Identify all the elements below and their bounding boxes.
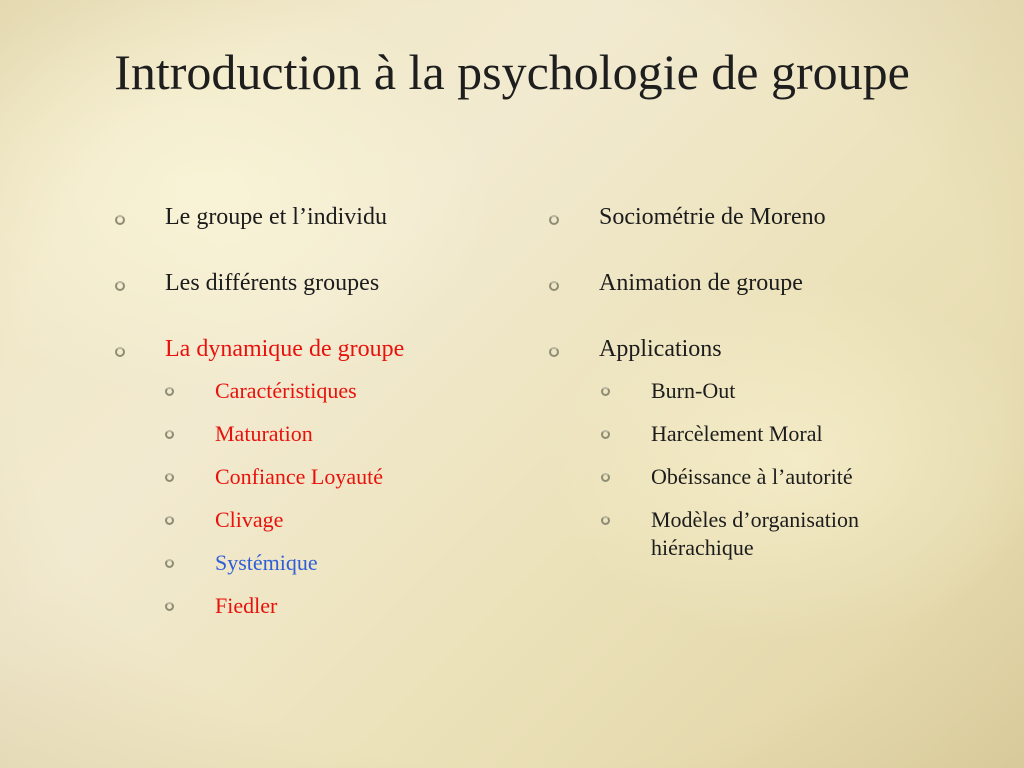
list-item-sociometrie xyxy=(546,202,966,233)
ring-bullet-icon xyxy=(165,559,174,568)
right-column xyxy=(546,202,966,577)
sublist-item-label: Obéissance à l’autorité xyxy=(651,464,853,489)
list-item-differents-groupes xyxy=(112,268,512,299)
ring-bullet-icon xyxy=(115,215,125,225)
ring-bullet-icon xyxy=(165,387,174,396)
ring-bullet-icon xyxy=(165,430,174,439)
ring-bullet-icon xyxy=(549,281,559,291)
sublist-item xyxy=(165,592,565,620)
sublist-item-label: Burn-Out xyxy=(651,378,736,403)
ring-bullet-icon xyxy=(601,387,610,396)
sublist-dynamique xyxy=(165,377,512,620)
sublist-item xyxy=(601,377,966,405)
list-item-label: Sociométrie de Moreno xyxy=(599,204,826,230)
ring-bullet-icon xyxy=(601,473,610,482)
sublist-item-label: Confiance Loyauté xyxy=(215,464,383,489)
ring-bullet-icon xyxy=(115,281,125,291)
list-item-label: Le groupe et l’individu xyxy=(165,204,387,230)
ring-bullet-icon xyxy=(549,215,559,225)
ring-bullet-icon xyxy=(601,516,610,525)
sublist-item xyxy=(165,506,565,534)
sublist-item xyxy=(165,420,565,448)
list-item-label: Les différents groupes xyxy=(165,270,380,296)
sublist-item xyxy=(165,377,565,405)
sublist-item-label: Clivage xyxy=(215,507,284,532)
sublist-item-label: Modèles d’organisation hiérachique xyxy=(651,507,859,560)
ring-bullet-icon xyxy=(549,347,559,357)
slide-title: Introduction à la psychologie de groupe xyxy=(114,44,910,100)
sublist-item-label: Caractéristiques xyxy=(215,378,357,403)
sublist-item xyxy=(601,420,966,448)
sublist-item xyxy=(165,463,565,491)
ring-bullet-icon xyxy=(165,602,174,611)
ring-bullet-icon xyxy=(165,516,174,525)
ring-bullet-icon xyxy=(165,473,174,482)
list-item-animation xyxy=(546,268,966,299)
sublist-item-label: Fiedler xyxy=(215,593,278,618)
list-item-label: Animation de groupe xyxy=(599,270,803,296)
left-column xyxy=(112,202,512,635)
list-item-groupe-individu xyxy=(112,202,512,233)
sublist-item xyxy=(601,506,966,562)
sublist-item xyxy=(601,463,966,491)
list-item-label: Applications xyxy=(599,336,722,362)
list-item-dynamique-de-groupe xyxy=(112,334,512,365)
sublist-item-label: Maturation xyxy=(215,421,313,446)
list-item-applications xyxy=(546,334,966,365)
sublist-item-label: Systémique xyxy=(215,550,318,575)
list-item-label: La dynamique de groupe xyxy=(165,336,405,362)
sublist-item-label: Harcèlement Moral xyxy=(651,421,823,446)
ring-bullet-icon xyxy=(115,347,125,357)
ring-bullet-icon xyxy=(601,430,610,439)
sublist-item xyxy=(165,549,565,577)
sublist-applications xyxy=(601,377,966,562)
